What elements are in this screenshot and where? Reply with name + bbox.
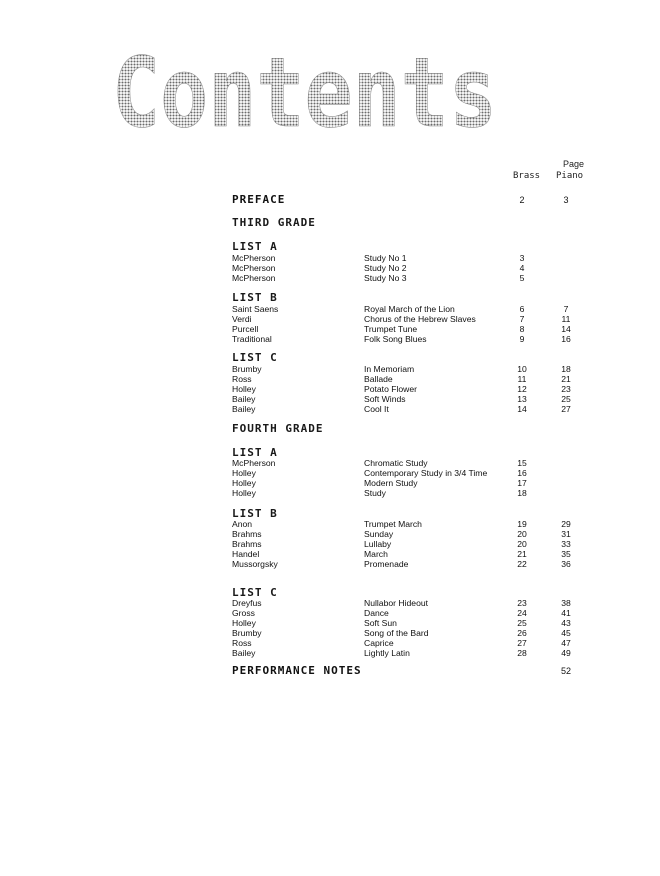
composer: Holley xyxy=(232,618,256,628)
composer: Holley xyxy=(232,478,256,488)
piece: Study xyxy=(364,488,386,498)
composer: Holley xyxy=(232,384,256,394)
piece: Royal March of the Lion xyxy=(364,304,455,314)
piece: Chromatic Study xyxy=(364,458,428,468)
brass-page-number: 5 xyxy=(519,273,525,283)
list-item xyxy=(232,374,592,384)
composer: Traditional xyxy=(232,334,272,344)
piano-page-number: 49 xyxy=(561,648,571,658)
contents-title xyxy=(112,37,512,149)
piece: Folk Song Blues xyxy=(364,334,427,344)
piano-page-number: 14 xyxy=(561,324,571,334)
piano-page-number: 23 xyxy=(561,384,571,394)
piece: March xyxy=(364,549,388,559)
composer: Purcell xyxy=(232,324,259,334)
brass-page-number: 9 xyxy=(519,334,525,344)
list-item xyxy=(232,539,592,549)
brass-page-number: 22 xyxy=(517,559,527,569)
composer: Ross xyxy=(232,374,252,384)
piano-page-number: 35 xyxy=(561,549,571,559)
list-item xyxy=(232,648,592,658)
brass-page-number: 27 xyxy=(517,638,527,648)
list-item xyxy=(232,598,592,608)
composer: Bailey xyxy=(232,404,256,414)
brass-page-number: 25 xyxy=(517,618,527,628)
list-item xyxy=(232,384,592,394)
brass-page-number: 16 xyxy=(517,468,527,478)
composer: McPherson xyxy=(232,458,276,468)
piano-page-number: 45 xyxy=(561,628,571,638)
piece: Lightly Latin xyxy=(364,648,410,658)
piano-page-number: 33 xyxy=(561,539,571,549)
piece: Song of the Bard xyxy=(364,628,429,638)
third-grade-list-b-heading: LIST B xyxy=(232,291,278,304)
piece: Dance xyxy=(364,608,389,618)
composer: Brahms xyxy=(232,529,262,539)
preface-heading: PREFACE xyxy=(232,193,286,206)
piano-page-number: 18 xyxy=(561,364,571,374)
brass-page-number: 12 xyxy=(517,384,527,394)
brass-page-number: 10 xyxy=(517,364,527,374)
list-item xyxy=(232,314,592,324)
piano-page-number: 25 xyxy=(561,394,571,404)
list-item xyxy=(232,364,592,374)
fourth-grade-list-c-heading: LIST C xyxy=(232,586,278,599)
brass-page-number: 8 xyxy=(519,324,525,334)
brass-page-number: 13 xyxy=(517,394,527,404)
composer: Brumby xyxy=(232,628,262,638)
piece: Cool It xyxy=(364,404,389,414)
composer: Holley xyxy=(232,488,256,498)
contents-title-text: Contents xyxy=(112,37,497,149)
page-column-header: Page xyxy=(563,159,585,169)
piano-page-number: 21 xyxy=(561,374,571,384)
list-item xyxy=(232,324,592,334)
brass-page-number: 20 xyxy=(517,529,527,539)
fourth-grade-heading: FOURTH GRADE xyxy=(232,422,324,435)
piano-page-number: 16 xyxy=(561,334,571,344)
brass-page-number: 19 xyxy=(517,519,527,529)
list-item xyxy=(232,488,592,498)
piece: Soft Winds xyxy=(364,394,406,404)
brass-page-number: 4 xyxy=(519,263,525,273)
composer: McPherson xyxy=(232,263,276,273)
piece: Modern Study xyxy=(364,478,418,488)
brass-page-number: 11 xyxy=(517,374,527,384)
performance-notes-page: 52 xyxy=(560,666,571,676)
fourth-grade-list-a-heading: LIST A xyxy=(232,446,278,459)
piece: Contemporary Study in 3/4 Time xyxy=(364,468,488,478)
composer: Mussorgsky xyxy=(232,559,278,569)
piano-page-number: 27 xyxy=(561,404,571,414)
brass-page-number: 20 xyxy=(517,539,527,549)
composer: Saint Saens xyxy=(232,304,279,314)
list-item xyxy=(232,263,592,273)
piano-page-number: 41 xyxy=(561,608,571,618)
list-item xyxy=(232,529,592,539)
piano-page-number: 47 xyxy=(561,638,571,648)
composer: McPherson xyxy=(232,273,276,283)
composer: Verdi xyxy=(232,314,252,324)
list-item xyxy=(232,468,592,478)
piece: Study No 3 xyxy=(364,273,407,283)
list-item xyxy=(232,628,592,638)
piano-page-number: 43 xyxy=(561,618,571,628)
third-grade-list-a-heading: LIST A xyxy=(232,240,278,253)
composer: Ross xyxy=(232,638,252,648)
list-item xyxy=(232,478,592,488)
preface-brass-page: 2 xyxy=(519,195,525,205)
piano-page-number: 11 xyxy=(561,314,571,324)
composer: Brahms xyxy=(232,539,262,549)
composer: Gross xyxy=(232,608,255,618)
piece: Chorus of the Hebrew Slaves xyxy=(364,314,476,324)
piano-page-number: 36 xyxy=(561,559,571,569)
piano-page-number: 29 xyxy=(561,519,571,529)
composer: McPherson xyxy=(232,253,276,263)
list-item xyxy=(232,394,592,404)
list-item xyxy=(232,458,592,468)
list-item xyxy=(232,549,592,559)
piece: Ballade xyxy=(364,374,393,384)
list-item xyxy=(232,334,592,344)
brass-page-number: 18 xyxy=(517,488,527,498)
brass-page-number: 24 xyxy=(517,608,527,618)
piano-page-number: 38 xyxy=(561,598,571,608)
brass-page-number: 14 xyxy=(517,404,527,414)
piano-column-header: Piano xyxy=(556,171,584,181)
brass-page-number: 23 xyxy=(517,598,527,608)
list-item xyxy=(232,304,592,314)
contents-title-graphic xyxy=(112,37,512,149)
piece: Study No 1 xyxy=(364,253,407,263)
piece: Study No 2 xyxy=(364,263,407,273)
piece: Caprice xyxy=(364,638,394,648)
brass-page-number: 28 xyxy=(517,648,527,658)
piece: Nullabor Hideout xyxy=(364,598,429,608)
piece: Promenade xyxy=(364,559,409,569)
list-item xyxy=(232,638,592,648)
brass-page-number: 6 xyxy=(519,304,525,314)
brass-column-header: Brass xyxy=(513,171,541,181)
composer: Bailey xyxy=(232,648,256,658)
performance-notes-row xyxy=(232,664,592,678)
list-item xyxy=(232,253,592,263)
brass-page-number: 21 xyxy=(517,549,527,559)
preface-row xyxy=(232,193,592,207)
composer: Bailey xyxy=(232,394,256,404)
piece: Sunday xyxy=(364,529,394,539)
composer: Brumby xyxy=(232,364,262,374)
piano-page-number: 31 xyxy=(561,529,571,539)
list-item xyxy=(232,404,592,414)
composer: Anon xyxy=(232,519,253,529)
third-grade-list-c-heading: LIST C xyxy=(232,351,278,364)
piano-page-number: 7 xyxy=(563,304,569,314)
preface-piano-page: 3 xyxy=(563,195,569,205)
composer: Handel xyxy=(232,549,260,559)
piece: Lullaby xyxy=(364,539,392,549)
list-item xyxy=(232,618,592,628)
brass-page-number: 7 xyxy=(519,314,525,324)
composer: Dreyfus xyxy=(232,598,262,608)
composer: Holley xyxy=(232,468,256,478)
list-item xyxy=(232,559,592,569)
piece: In Memoriam xyxy=(364,364,415,374)
list-item xyxy=(232,273,592,283)
performance-notes-heading: PERFORMANCE NOTES xyxy=(232,664,362,677)
piece: Trumpet March xyxy=(364,519,422,529)
brass-page-number: 17 xyxy=(517,478,527,488)
third-grade-heading: THIRD GRADE xyxy=(232,216,316,229)
brass-page-number: 26 xyxy=(517,628,527,638)
brass-page-number: 3 xyxy=(519,253,525,263)
piece: Potato Flower xyxy=(364,384,418,394)
brass-page-number: 15 xyxy=(517,458,527,468)
piece: Trumpet Tune xyxy=(364,324,418,334)
piece: Soft Sun xyxy=(364,618,397,628)
list-item xyxy=(232,608,592,618)
fourth-grade-list-b-heading: LIST B xyxy=(232,507,278,520)
list-item xyxy=(232,519,592,529)
